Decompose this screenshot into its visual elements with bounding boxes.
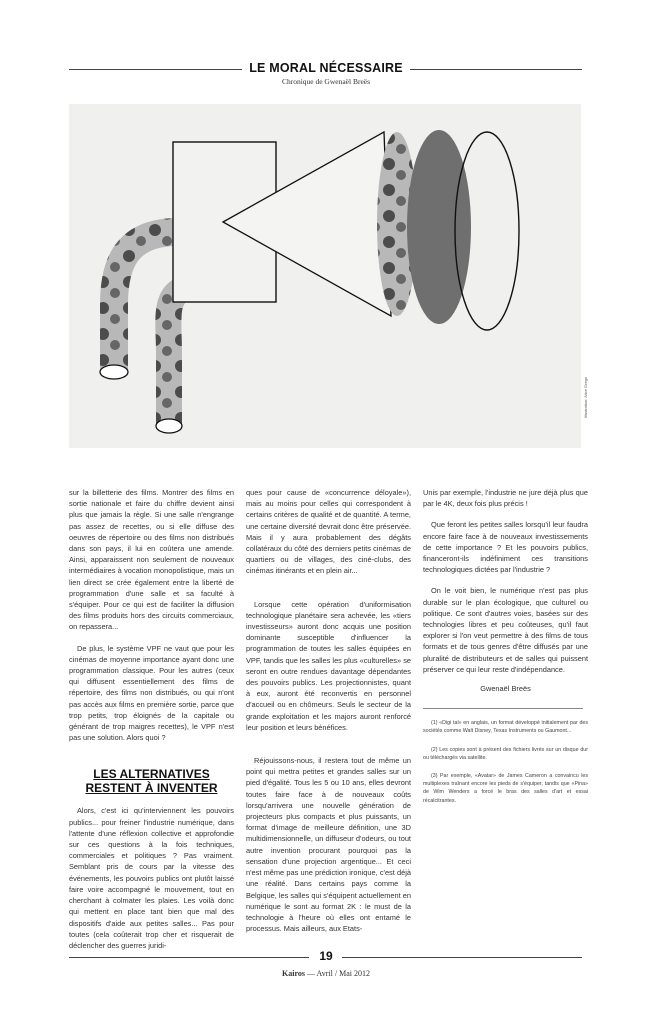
column-1 xyxy=(69,487,234,961)
paragraph: ques pour cause de «concurrence déloyale»), mais au moins pour celles qui correspondent à certains critères de qualité et de quantité. A terme, une certaine diversité devrait donc être préservée. Mais il y aura probablement des dégâts collatéraux du côté des derniers petits cinémas de quartiers ou de villages, des ciné-clubs, des cinémas itinérants et en plein air... xyxy=(246,488,411,576)
paragraph: sur la billetterie des films. Montrer des films en sortie nationale et faire du chiffre devient ainsi plus que jamais la règle. Si une salle n'engrange pas assez de recettes, ou si elle diffuse des oeuvres de répertoire ou des films non distribués dans son pays, il lui en coûtera une amende. Ainsi, apparaissent non seulement de nouveaux intermédiaires à vocation monopolistique, mais un lien direct se crée également entre la liberté de programmation d'une salle et sa faculté à s'équiper. Pour ce qui est de faciliter la diffusion des films produits hors des circuits commerciaux, on repassera... xyxy=(69,488,234,632)
subheading xyxy=(69,767,234,795)
footnote: (3) Par exemple, «Avatar» de James Cameron a convaincu les multiplexes traînant encore les pieds de s'équiper, tandis que «Pina» de Wim Wenders a forcé le bras des salles d'art et essai récalcitrantes. xyxy=(423,773,588,804)
paragraph: Réjouissons-nous, il restera tout de même un point qui mettra petites et grandes salles sur un pied d'égalité. Tous les 5 ou 10 ans, elles devront toutes faire face à de nouveaux coûts lorsqu'arrivera une nouvelle génération de projecteurs plus compacts et plus puissants, un format d'image de meilleure définition, une 3D multidimensionnelle, un diffuseur d'odeurs, ou tout autre invention procurant pourquoi pas la sensation d'une projection argentique... Et ceci n'est même pas une prédiction ironique, c'est déjà une réalité. Dans certains pays comme la Belgique, les salles qui s'équipent actuellement en numérique le sont au format 2K : le must de la technologie à l'heure où elles ont entamé le processus. Mais ailleurs, aux Etats- xyxy=(246,756,411,934)
publication-name: Kairos xyxy=(282,969,305,978)
subheading-line-1: LES ALTERNATIVES xyxy=(93,767,210,782)
grey-ellipse xyxy=(407,130,471,324)
issue-date: — Avril / Mai 2012 xyxy=(305,969,370,978)
paragraph: Que feront les petites salles lorsqu'il leur faudra encore faire face à de nouveaux investissements de cette importance ? Et les pouvoirs publics, financeront-ils indéfiniment ces transitions technologiques dictées par l'industrie ? xyxy=(423,520,588,575)
paragraph: De plus, le système VPF ne vaut que pour les cinémas de moyenne importance ayant donc une programmation classique. Pour les autres (ceux qui diffusent essentiellement des films de répertoire, des films non distribués, ou qui n'ont pas accès aux films en première sortie, parce que trop petits, trop éloignés de la capitale ou générant de trop maigres recettes), le VPF n'est pas une solution. Alors quoi ? xyxy=(69,643,234,743)
paragraph: Lorsque cette opération d'uniformisation technologique planétaire sera achevée, les «tiers investisseurs» auront donc acquis une position dominante susceptible d'influencer la programmation de toutes les salles équipées en VPF, tandis que les salles les plus «culturelles» se seront en outre rendues davantage dépendantes des pouvoirs publics. Les projectionnistes, quant à eux, auront été reconvertis en personnel d'accueil ou en chômeurs. Seuls le secteur de la grande exploitation et les majors auront renforcé leur position et leurs bénéfices. xyxy=(246,599,411,732)
tube-right xyxy=(168,290,181,424)
footer-publication xyxy=(0,969,652,978)
column-2 xyxy=(246,487,411,944)
illustration-drawing xyxy=(69,104,581,448)
illustration xyxy=(69,104,581,448)
tube-left-end xyxy=(100,365,128,379)
byline: Chronique de Gwenaël Breës xyxy=(281,77,371,86)
footnote: (1) «Digi tal» en anglais, un format développé initialement par des sociétés comme Walt Disney, Texas Instruments ou Gaumont... xyxy=(423,720,588,735)
paragraph: On le voit bien, le numérique n'est pas plus durable sur le plan écologique, que culturel ou politique. Ce sont d'autres voies, basées sur des technologies libres et peu coûteuses, qu'il faut explorer si l'on veut permettre à des films de tous formats et de tous genres d'être diffusés par une pluralité de distributeurs et de salles qui puissent préserver ce qui leur reste d'indépendance. xyxy=(423,586,588,674)
author-signature: Gwenaël Breës xyxy=(480,684,531,694)
page-title xyxy=(0,61,652,75)
tube-right-end xyxy=(156,419,182,433)
page-title-text: LE MORAL NÉCESSAIRE xyxy=(242,61,410,75)
page-number-text: 19 xyxy=(313,949,338,963)
paragraph: Unis par exemple, l'industrie ne jure déjà plus que par le 4K, deux fois plus précis ! xyxy=(423,488,588,509)
illustration-credit: Illustration: Alice Grego xyxy=(583,376,588,418)
footnote-rule xyxy=(423,708,583,709)
paragraph: Alors, c'est ici qu'interviennent les pouvoirs publics... pour freiner l'industrie numérique, dans l'attente d'une réflexion collective et approfondie sur ces questions à la fois techniques, commerciales et politiques ? Pas vraiment. Semblant pris de cours par la vitesse des événements, les pouvoirs publics ont plutôt laissé faire voire accompagné le mouvement, tout en cherchant à colmater les plaies. Les voilà donc qui mettent en place tant bien que mal des dispositifs d'aide aux petites salles... Pas pour toutes (cela coûterait trop cher et risquerait de déclencher des guerres juridi- xyxy=(69,806,234,950)
column-3 xyxy=(423,487,588,815)
footnote: (2) Les copies sont à présent des fichiers livrés sur un disque dur ou téléchargés via satellite. xyxy=(423,746,588,761)
page-number xyxy=(0,949,652,963)
subheading-line-2: RESTENT À INVENTER xyxy=(85,781,218,796)
